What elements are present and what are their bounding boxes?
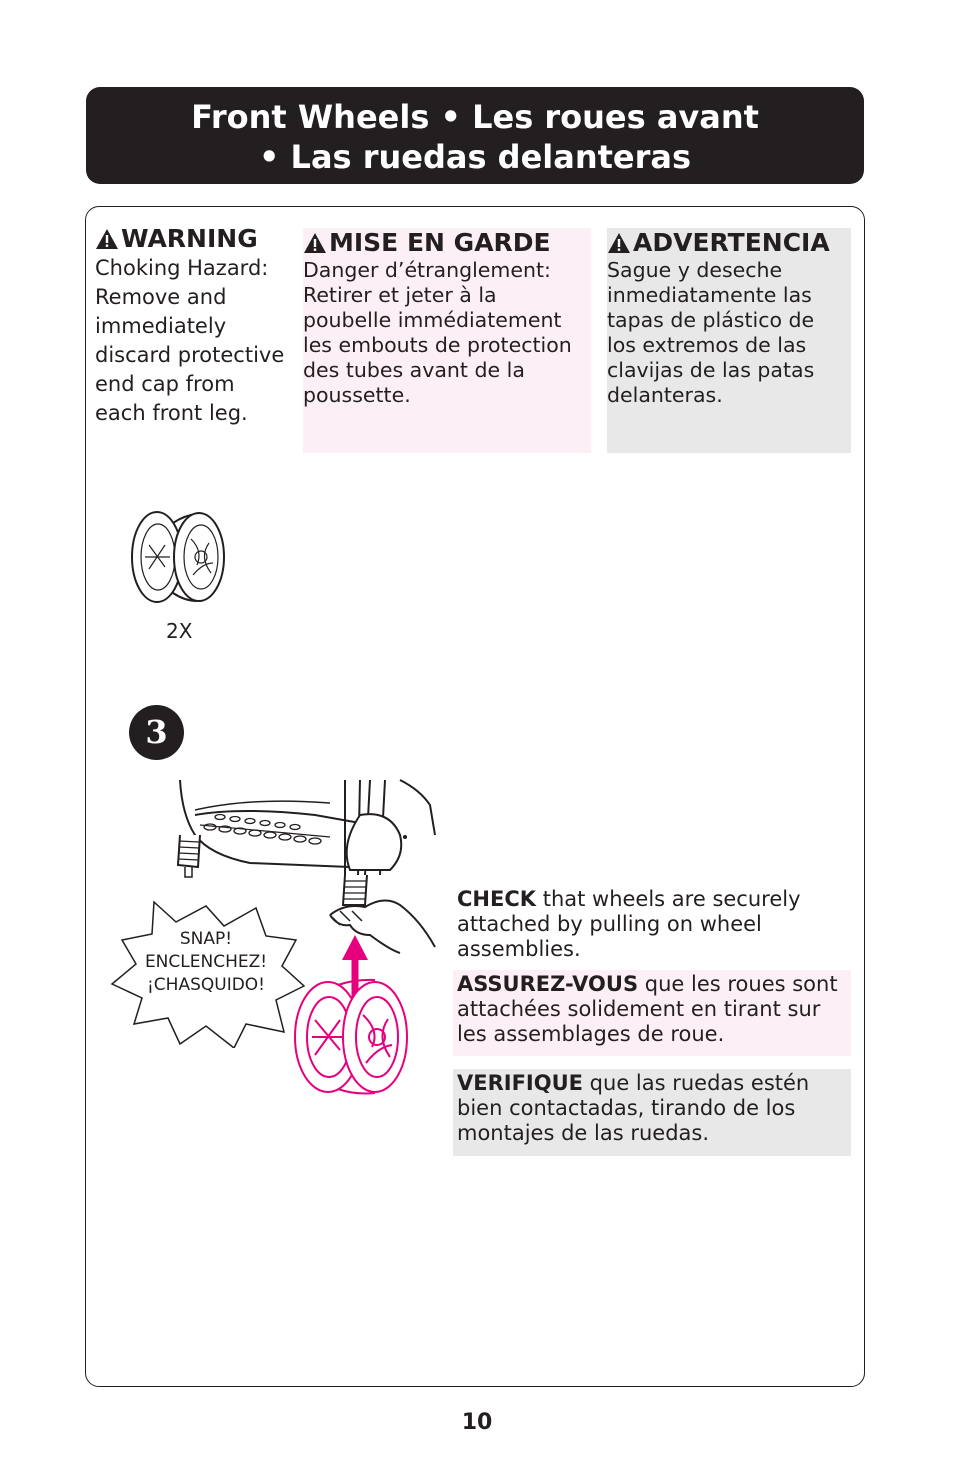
instruction-text: que las ruedas estén bien contactadas, tirando de los montajes de las ruedas. xyxy=(457,1071,810,1145)
warning-triangle-icon xyxy=(607,232,631,254)
warning-title: WARNING xyxy=(121,224,258,253)
warning-body: Danger d’étranglement: Retirer et jeter à la poubelle immédiatement les embouts de protection des tubes avant de la poussette. xyxy=(303,258,572,407)
warning-english xyxy=(95,224,295,428)
instruction-spanish xyxy=(453,1069,851,1156)
warning-triangle-icon xyxy=(303,232,327,254)
warning-title: ADVERTENCIA xyxy=(633,228,830,257)
instruction-text: that wheels are securely attached by pulling on wheel assemblies. xyxy=(457,887,801,961)
warning-title: MISE EN GARDE xyxy=(329,228,551,257)
header-title-line-1: Front Wheels • Les roues avant xyxy=(191,98,759,136)
header-title-line-2: • Las ruedas delanteras xyxy=(258,138,692,176)
instruction-lead: CHECK xyxy=(457,887,537,911)
warning-triangle-icon xyxy=(95,228,119,250)
page-number: 10 xyxy=(461,1410,493,1435)
instruction-lead: VERIFIQUE xyxy=(457,1071,583,1095)
warning-french xyxy=(303,228,591,453)
warning-body: Choking Hazard: Remove and immediately discard protective end cap from each front leg. xyxy=(95,256,285,425)
part-quantity: 2X xyxy=(166,619,193,643)
warning-spanish xyxy=(607,228,851,453)
snap-callout-text: SNAP! ENCLENCHEZ! ¡CHASQUIDO! xyxy=(144,929,268,995)
section-header xyxy=(86,87,864,184)
front-wheel-pair-illustration xyxy=(125,505,235,610)
warning-body: Sague y deseche inmediatamente las tapas de plástico de los extremos de las clavijas de las patas delanteras. xyxy=(607,258,815,407)
instruction-text: que les roues sont attachées solidement en tirant sur les assemblages de roue. xyxy=(457,972,838,1046)
step-number-badge: 3 xyxy=(129,705,184,760)
instruction-english xyxy=(453,885,851,964)
instruction-french xyxy=(453,970,851,1056)
instruction-lead: ASSUREZ-VOUS xyxy=(457,972,639,996)
